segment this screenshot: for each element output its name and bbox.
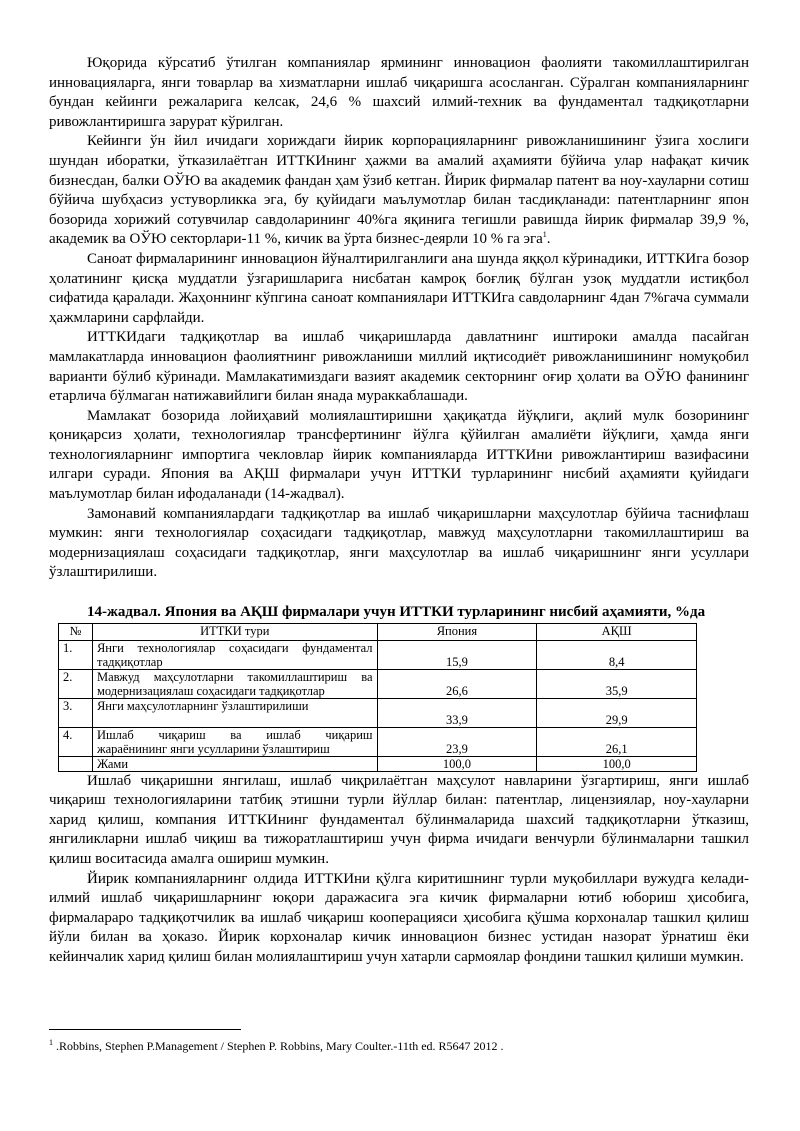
paragraph-7: Ишлаб чиқаришни янгилаш, ишлаб чиқрилаётган маҳсулот навларини ўзгартириш, янги ишлаб чиқариш технологияларини татбиқ этишни турли йўллар билан: патентлар, лицензиялар, ноу-хауларни харид қилиш, компания ИТТКИнинг фундаментал бўлинмаларида шахсий тадқиқотларни ўтказиш, янгиликларни ишлаб чиқиш ва тижоратлаштириш учун фирма ичидаги венчурли бўлинмаларни ташкил қилиш воситасида амалга ошириш мумкин. <box>49 772 749 867</box>
footnote-reference[interactable]: 1 <box>542 230 547 240</box>
row-name-line-1: Ишлаб чиқариш ва ишлаб чиқариш <box>96 727 373 742</box>
data-table <box>58 623 697 772</box>
row-number: 2. <box>59 669 93 698</box>
paragraph-4: ИТТКИдаги тадқиқотлар ва ишлаб чиқаришларда давлатнинг иштироки амалда пасайган мамлакатларда инновацион фаолиятнинг ривожланиши миллий иқтисодиёт ривожланишининг номуқобил варианти бўлиб кўринади. Мамлакатимиздаги вазият академик секторнинг оғир ҳолати ва ОЎЮ фанининг етарлича бўлмаган натижавийлиги билан янада мураккаблашади. <box>49 329 749 405</box>
table-row <box>59 698 697 727</box>
paragraph-2-text: Кейинги ўн йил ичидаги хориждаги йирик корпорацияларнинг ривожланишининг ўзига хослиги шундан иборатки, ўтказилаётган ИТТКИнинг ҳажми ва амалий аҳамияти бўйича улар нафақат кичик бизнесдан, балки ОЎЮ ва академик фандан ҳам ўзиб кетган. Йирик фирмалар патент ва ноу-хауларни сотиш бўйича шубҳасиз устуворликка эга, бу қуйидаги маълумотлар билан тасдиқланади: патентларнинг япон бозорида хорижий сотувчилар савдоларининг 40%га яқинига тегишли равишда йирик фирмалар 39,9 %, академик ва ОЎЮ секторлари-11 %, кичик ва ўрта бизнес-деярли 10 % га эга <box>49 133 749 248</box>
footnote-separator <box>49 1029 241 1030</box>
paragraph-6: Замонавий компаниялардаги тадқиқотлар ва ишлаб чиқаришларни маҳсулотлар бўйича таснифлаш мумкин: янги технологиялар соҳасидаги тадқиқотлар, мавжуд маҳсулотларни такомиллаштириш ва модернизациялаш соҳасидаги тадқиқотлар, янги маҳсулотлар ва ишлаб чиқаришнинг янги усуллари ўзлаштирилиши. <box>49 505 749 581</box>
row-usa-value: 26,1 <box>537 727 697 756</box>
row-japan-value: 23,9 <box>377 727 537 756</box>
table-caption: 14-жадвал. Япония ва АҚШ фирмалари учун ИТТКИ турларининг нисбий аҳамияти, %да <box>87 604 706 621</box>
header-usa: АҚШ <box>537 623 697 640</box>
row-usa-value: 29,9 <box>537 698 697 727</box>
row-name <box>92 727 377 756</box>
row-usa-value: 35,9 <box>537 669 697 698</box>
total-usa-value: 100,0 <box>537 756 697 771</box>
header-japan: Япония <box>377 623 537 640</box>
row-number: 1. <box>59 640 93 669</box>
paragraph-8: Йирик компанияларнинг олдида ИТТКИни қўлга киритишнинг турли муқобиллари вужудга келади-илмий ишлаб чиқаришларнинг юқори даражасига эга кичик фирмаларни ютиб юбориш ҳисобига, фирмалараро тадқиқотчилик ва ишлаб чиқариш кооперацияси ҳисобига қўшма корхоналар ташкил қилиш йўли билан ва ҳоказо. Йирик корхоналар кичик инновацион бизнес устидан назорат ўрнатиш ёки кейинчалик харид қилиш билан молиялаштириш учун хатарли сармоялар фондини ташкил қилиши мумкин. <box>49 870 749 965</box>
footnote-text: .Robbins, Stephen P.Management / Stephen P. Robbins, Mary Coulter.-11th ed. R5647 2012 . <box>53 1039 504 1053</box>
total-label: Жами <box>92 756 377 771</box>
total-japan-value: 100,0 <box>377 756 537 771</box>
header-type: ИТТКИ тури <box>92 623 377 640</box>
row-name-line-2: модернизациялаш соҳасидаги тадқиқотлар <box>96 683 325 698</box>
document-page <box>49 54 749 968</box>
table-total-row <box>59 756 697 771</box>
row-number: 3. <box>59 698 93 727</box>
row-name-line-1: Янги технологиялар соҳасидаги фундаментал <box>96 640 373 655</box>
row-name <box>92 698 377 727</box>
footnote <box>49 1039 749 1054</box>
row-japan-value: 15,9 <box>377 640 537 669</box>
row-name-line-1: Янги маҳсулотларнинг ўзлаштирилиши <box>96 698 309 713</box>
row-name-line-2 <box>97 713 373 727</box>
row-name <box>92 640 377 669</box>
table-header-row <box>59 623 697 640</box>
table-row <box>59 640 697 669</box>
paragraph-5: Мамлакат бозорида лойиҳавий молиялаштиришни ҳақиқатда йўқлиги, ақлий мулк бозорининг қониқарсиз ҳолати, технологиялар трансфертининг йўлга қўйилган амалиёти йўқлиги, ҳамда янги технологияларнинг импортига чекловлар йирик компанияларда ИТТКИни ривожлантириш вазифасини илгари суради. Япония ва АҚШ фирмалари учун ИТТКИ турларининг нисбий аҳамияти қуйидаги маълумотлар билан ифодаланади (14-жадвал). <box>49 407 749 503</box>
header-number: № <box>59 623 93 640</box>
paragraph-3: Саноат фирмаларининг инновацион йўналтирилганлиги ана шунда яққол кўринадики, ИТТКИга бозор ҳолатининг қисқа муддатли ўзгаришларига нисбатан камроқ боғлиқ бўлган узоқ муддатли истиқбол сифатида қаралади. Жаҳоннинг кўпгина саноат компаниялари ИТТКИга савдоларнинг 4дан 7%гача суммали ҳажмларини сарфлайди. <box>49 250 749 326</box>
row-name <box>92 669 377 698</box>
table-row <box>59 727 697 756</box>
row-usa-value: 8,4 <box>537 640 697 669</box>
footnote-mark: 1 <box>49 1038 53 1047</box>
row-name-line-2: жараёнининг янги усулларини ўзлаштириш <box>96 741 330 756</box>
paragraph-2: Кейинги ўн йил ичидаги хориждаги йирик корпорацияларнинг ривожланишининг ўзига хослиги шундан иборатки, ўтказилаётган ИТТКИнинг ҳажми ва амалий аҳамияти бўйича улар нафақат кичик бизнесдан, балки ОЎЮ ва академик фандан ҳам ўзиб кетган. Йирик фирмалар патент ва ноу-хауларни сотиш бўйича шубҳасиз устуворликка эга, бу қуйидаги маълумотлар билан тасдиқланади: патентларнинг япон бозорида хорижий сотувчилар савдоларининг 40%га яқинига тегишли равишда йирик фирмалар 39,9 %, академик ва ОЎЮ секторлари-11 %, кичик ва ўрта бизнес-деярли 10 % га эга$^1$. <box>49 133 749 248</box>
row-name-line-1: Мавжуд маҳсулотларни такомиллаштириш ва <box>96 669 373 684</box>
row-number: 4. <box>59 727 93 756</box>
row-japan-value: 26,6 <box>377 669 537 698</box>
row-japan-value: 33,9 <box>377 698 537 727</box>
total-number-cell <box>59 756 93 771</box>
table-row <box>59 669 697 698</box>
paragraph-1: Юқорида кўрсатиб ўтилган компаниялар ярмининг инновацион фаолияти такомиллаштирилган инновацияларга, янги товарлар ва хизматларни ишлаб чиқаришга асосланган. Сўралган компанияларнинг бундан кейинги режаларига келсак, 24,6 % шахсий илмий-техник ва фундаментал тадқиқотларни ривожлантиришга зарурат кўрилган. <box>49 55 749 130</box>
row-name-line-2: тадқиқотлар <box>96 654 163 669</box>
